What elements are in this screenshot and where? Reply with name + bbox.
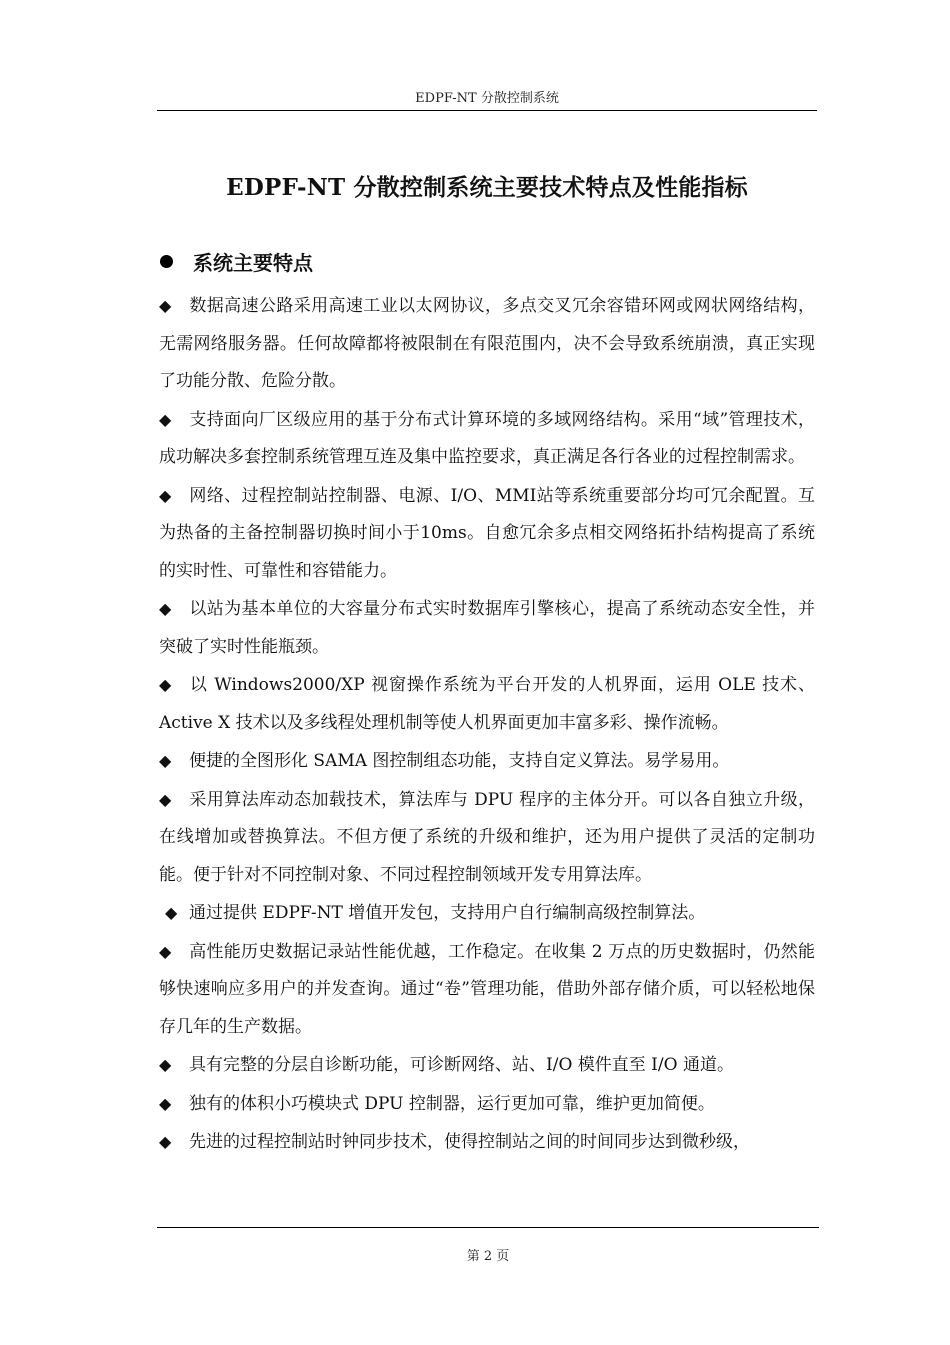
header-divider — [157, 110, 817, 111]
feature-item — [159, 933, 815, 1047]
diamond-bullet-icon: ◆ — [159, 599, 172, 618]
diamond-bullet-icon: ◆ — [159, 1132, 172, 1151]
document-title: EDPF-NT 分散控制系统主要技术特点及性能指标 — [226, 174, 748, 201]
feature-text: 便捷的全图形化 SAMA 图控制组态功能，支持自定义算法。易学易用。 — [189, 751, 730, 771]
feature-item — [159, 1046, 815, 1085]
feature-item — [159, 1085, 815, 1124]
black-circle-icon — [160, 255, 173, 268]
feature-item — [159, 1123, 815, 1162]
diamond-bullet-icon: ◆ — [159, 751, 172, 770]
feature-item — [159, 894, 815, 933]
footer-divider — [157, 1227, 819, 1228]
feature-item — [159, 781, 815, 895]
feature-text: 以站为基本单位的大容量分布式实时数据库引擎核心，提高了系统动态安全性，并突破了实时性能瓶颈。 — [159, 599, 815, 657]
diamond-bullet-icon: ◆ — [159, 1055, 172, 1074]
feature-item — [159, 401, 815, 477]
diamond-bullet-icon: ◆ — [159, 941, 172, 961]
feature-text: 以 Windows2000/XP 视窗操作系统为平台开发的人机界面，运用 OLE 技术、Active X 技术以及多线程处理机制等使人机界面更加丰富多彩、操作流畅。 — [159, 675, 815, 733]
feature-item — [159, 287, 815, 401]
feature-text: 支持面向厂区级应用的基于分布式计算环境的多域网络结构。采用“域”管理技术，成功解决多套控制系统管理互连及集中监控要求，真正满足各行各业的过程控制需求。 — [159, 409, 815, 467]
feature-text: 数据高速公路采用高速工业以太网协议，多点交叉冗余容错环网或网状网络结构，无需网络服务器。任何故障都将被限制在有限范围内，决不会导致系统崩溃，真正实现了功能分散、危险分散。 — [159, 296, 815, 391]
feature-text: 先进的过程控制站时钟同步技术，使得控制站之间的时间同步达到微秒级， — [189, 1132, 750, 1152]
diamond-bullet-icon: ◆ — [159, 1093, 172, 1113]
feature-item — [159, 590, 815, 666]
feature-item — [159, 666, 815, 742]
section-heading-label: 系统主要特点 — [193, 250, 313, 275]
diamond-bullet-icon: ◆ — [159, 485, 172, 505]
feature-text: 独有的体积小巧模块式 DPU 控制器，运行更加可靠，维护更加简便。 — [189, 1093, 715, 1114]
feature-text: 采用算法库动态加载技术，算法库与 DPU 程序的主体分开。可以各自独立升级，在线增加或替换算法。不但方便了系统的升级和维护，还为用户提供了灵活的定制功能。便于针对不同控制对象、不同过程控制领域开发专用算法库。 — [159, 789, 815, 885]
diamond-bullet-icon: ◆ — [159, 296, 172, 315]
diamond-bullet-icon: ◆ — [159, 789, 172, 809]
diamond-bullet-icon: ◆ — [159, 409, 172, 429]
diamond-bullet-icon: ◆ — [159, 675, 172, 694]
diamond-bullet-icon: ◆ — [165, 903, 178, 922]
section-heading — [160, 244, 313, 278]
page-number: 第 2 页 — [466, 1249, 510, 1264]
feature-list — [159, 287, 815, 1162]
feature-item — [159, 477, 815, 591]
feature-item — [159, 742, 815, 781]
feature-text: 高性能历史数据记录站性能优越，工作稳定。在收集 2 万点的历史数据时，仍然能够快速响应多用户的并发查询。通过“卷”管理功能，借助外部存储介质，可以轻松地保存几年的生产数据。 — [159, 941, 815, 1037]
feature-text: 通过提供 EDPF-NT 增值开发包，支持用户自行编制高级控制算法。 — [189, 903, 706, 923]
feature-text: 具有完整的分层自诊断功能，可诊断网络、站、I/O 模件直至 I/O 通道。 — [189, 1055, 734, 1075]
page-header: EDPF-NT 分散控制系统 — [415, 91, 559, 106]
feature-text: 网络、过程控制站控制器、电源、I/O、MMI站等系统重要部分均可冗余配置。互为热备的主备控制器切换时间小于10ms。自愈冗余多点相交网络拓扑结构提高了系统的实时性、可靠性和容错能力。 — [159, 485, 815, 581]
